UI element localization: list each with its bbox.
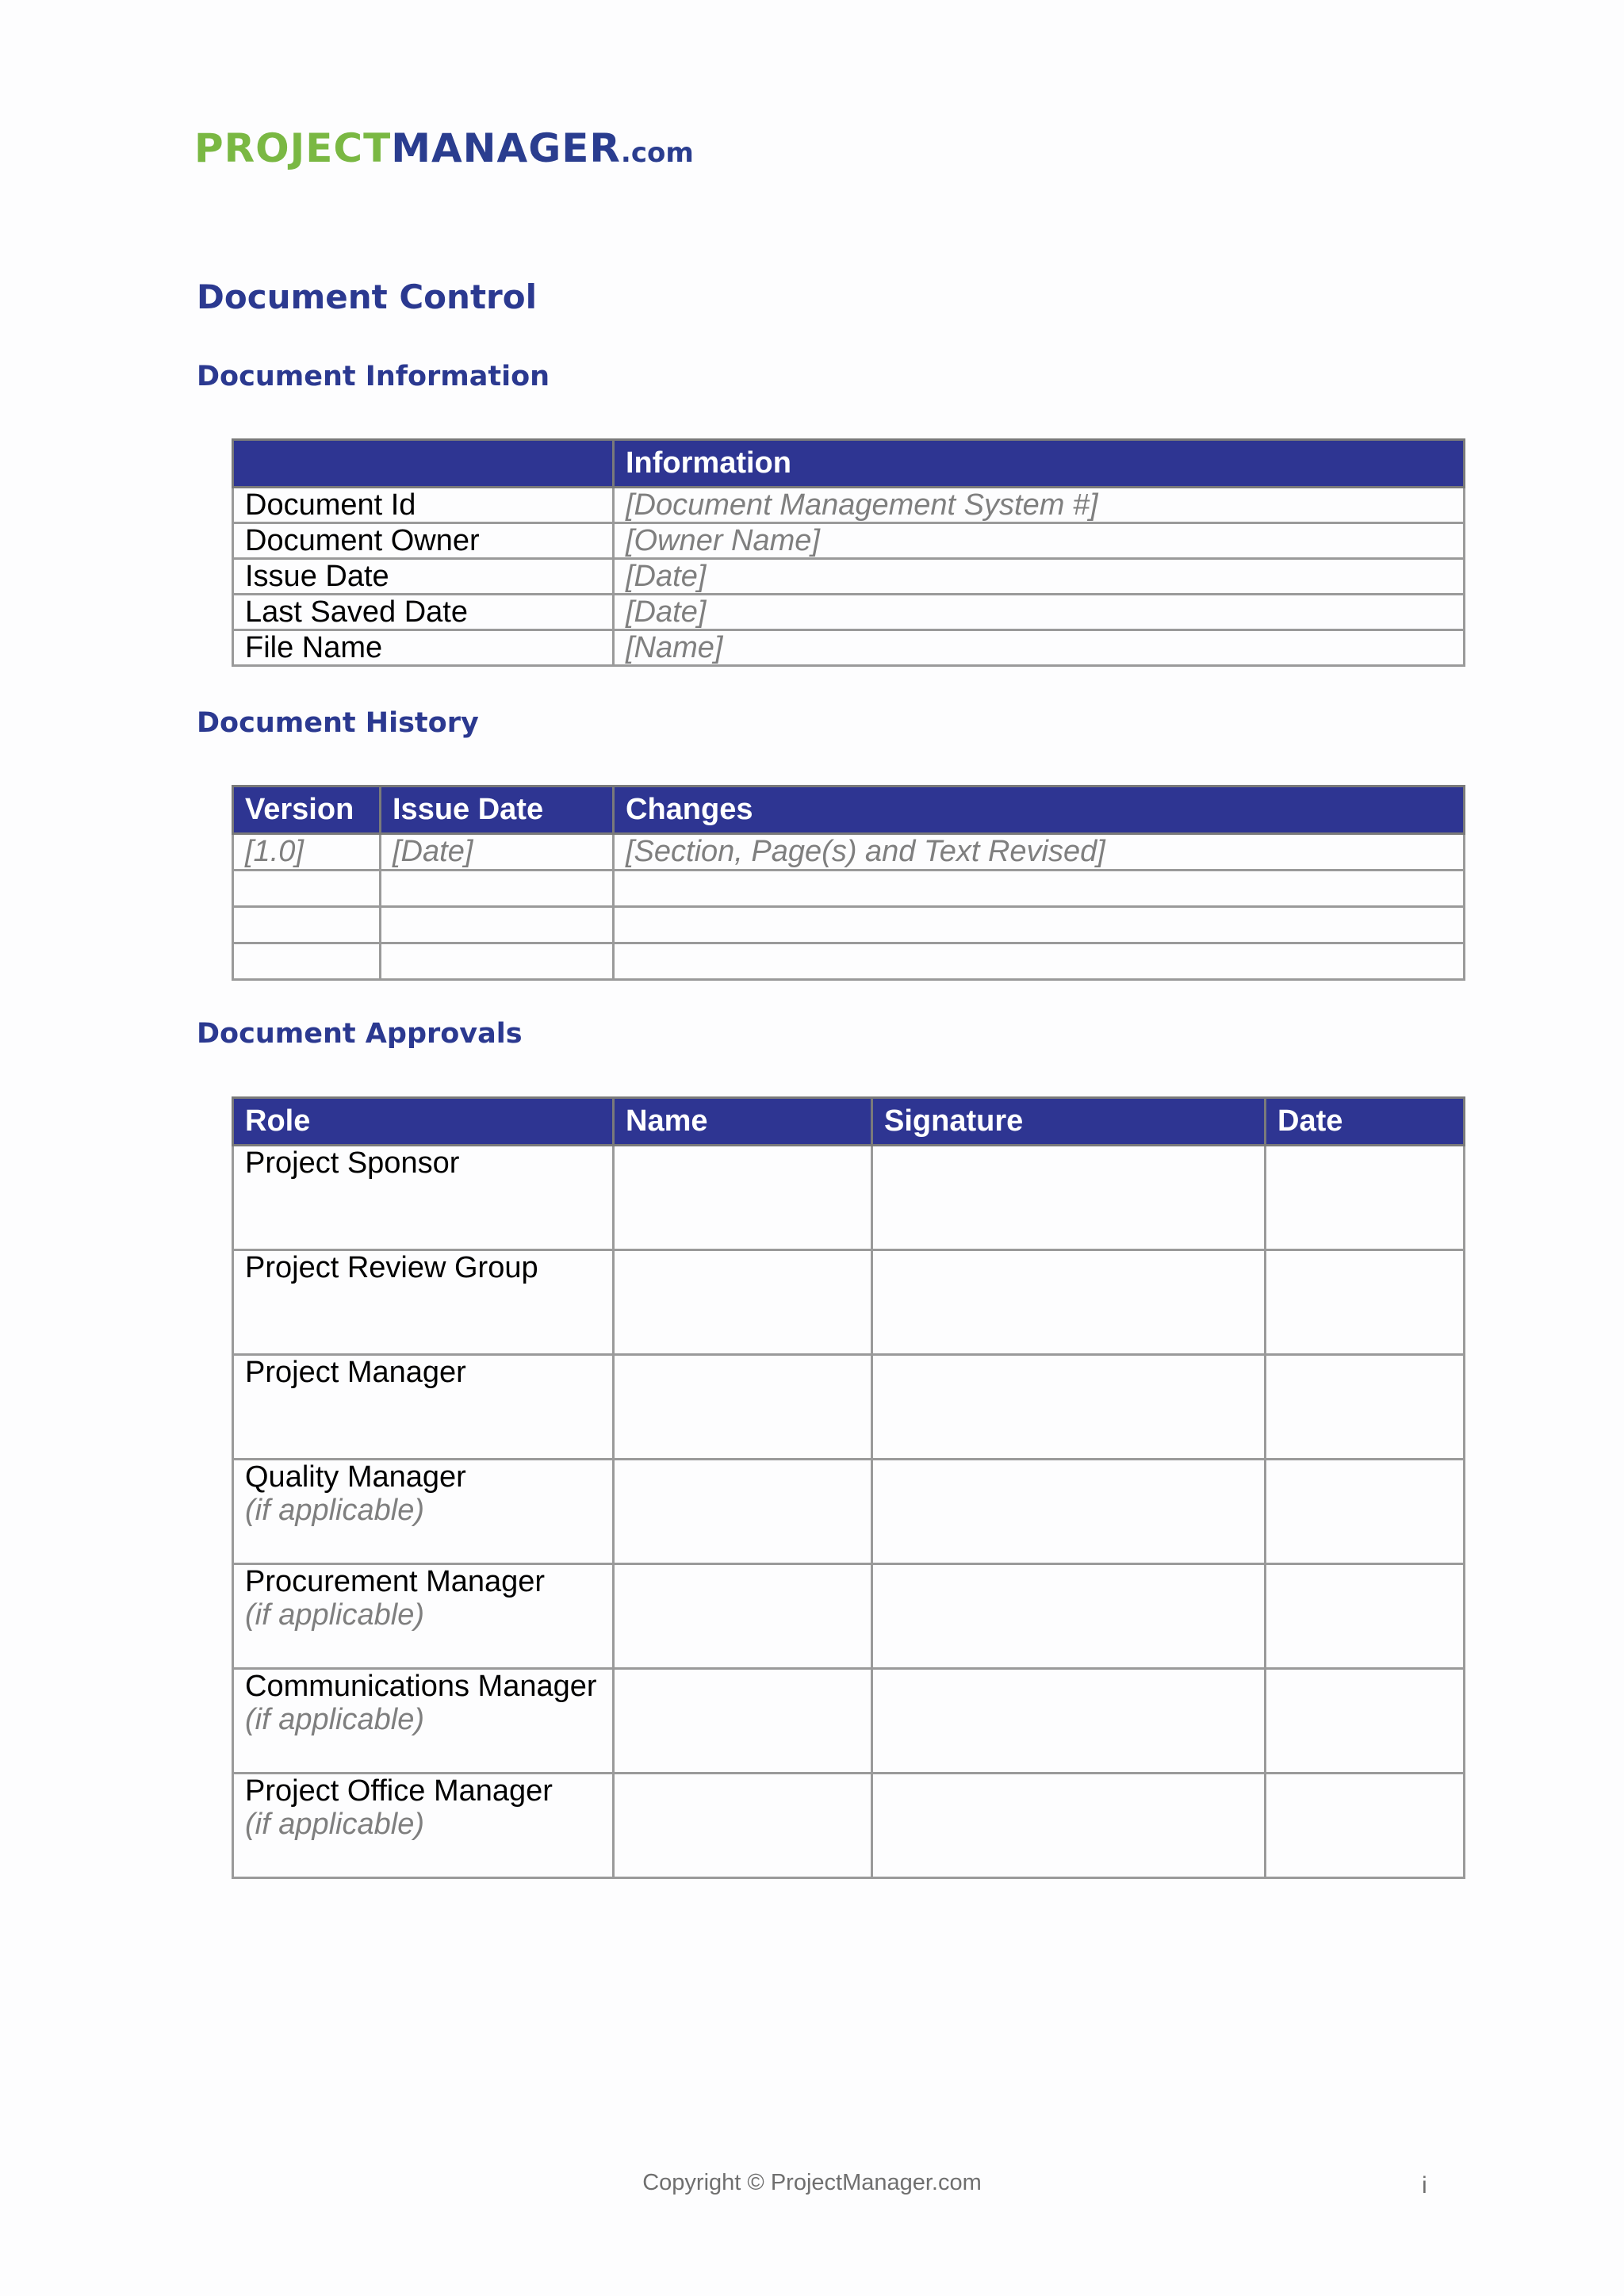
section-heading-information: Document Information [197, 361, 550, 392]
issue-date-cell[interactable] [381, 943, 614, 980]
role-label: Project Review Group [245, 1251, 538, 1284]
table-header-row [233, 440, 1465, 488]
table-header-cell: Name [614, 1098, 872, 1146]
table-header-cell: Date [1266, 1098, 1465, 1146]
table-header-cell [233, 440, 614, 488]
table-row [233, 834, 1465, 871]
role-label: Project Sponsor [245, 1146, 460, 1180]
name-cell[interactable] [614, 1146, 872, 1250]
changes-cell[interactable] [614, 907, 1465, 943]
role-label: Communications Manager [245, 1670, 597, 1703]
changes-cell[interactable]: [Section, Page(s) and Text Revised] [614, 834, 1465, 871]
version-cell[interactable] [233, 871, 381, 907]
field-value[interactable]: [Document Management System #] [614, 488, 1465, 523]
field-value[interactable]: [Name] [614, 630, 1465, 666]
changes-cell[interactable] [614, 871, 1465, 907]
date-cell[interactable] [1266, 1250, 1465, 1355]
issue-date-cell[interactable] [381, 907, 614, 943]
signature-cell[interactable] [872, 1774, 1266, 1878]
table-row [233, 1355, 1465, 1460]
role-cell [233, 1460, 614, 1564]
role-label: Quality Manager [245, 1460, 466, 1494]
section-heading-history: Document History [197, 707, 479, 739]
table-row [233, 1669, 1465, 1774]
role-note: (if applicable) [245, 1808, 424, 1841]
signature-cell[interactable] [872, 1146, 1266, 1250]
issue-date-cell[interactable] [381, 871, 614, 907]
section-heading-approvals: Document Approvals [197, 1018, 523, 1050]
field-label: Issue Date [233, 559, 614, 595]
role-cell [233, 1669, 614, 1774]
logo-part-manager: MANAGER [391, 125, 621, 171]
date-cell[interactable] [1266, 1355, 1465, 1460]
page-number: i [1422, 2172, 1427, 2198]
name-cell[interactable] [614, 1774, 872, 1878]
name-cell[interactable] [614, 1460, 872, 1564]
name-cell[interactable] [614, 1250, 872, 1355]
signature-cell[interactable] [872, 1669, 1266, 1774]
role-note: (if applicable) [245, 1598, 424, 1632]
field-label: Document Owner [233, 523, 614, 559]
logo-part-com: .com [620, 137, 694, 169]
table-row [233, 1774, 1465, 1878]
name-cell[interactable] [614, 1564, 872, 1669]
field-label: Last Saved Date [233, 595, 614, 630]
table-row [233, 1146, 1465, 1250]
table-row [233, 595, 1465, 630]
issue-date-cell[interactable]: [Date] [381, 834, 614, 871]
field-value[interactable]: [Owner Name] [614, 523, 1465, 559]
table-header-cell: Signature [872, 1098, 1266, 1146]
field-value[interactable]: [Date] [614, 559, 1465, 595]
document-information-table [232, 438, 1465, 667]
signature-cell[interactable] [872, 1250, 1266, 1355]
role-cell [233, 1564, 614, 1669]
table-row [233, 943, 1465, 980]
date-cell[interactable] [1266, 1460, 1465, 1564]
table-header-row [233, 786, 1465, 834]
field-label: Document Id [233, 488, 614, 523]
table-row [233, 488, 1465, 523]
signature-cell[interactable] [872, 1564, 1266, 1669]
name-cell[interactable] [614, 1355, 872, 1460]
date-cell[interactable] [1266, 1146, 1465, 1250]
table-header-cell: Issue Date [381, 786, 614, 834]
copyright-footer: Copyright © ProjectManager.com [642, 2170, 982, 2195]
document-approvals-table [232, 1096, 1465, 1879]
version-cell[interactable] [233, 943, 381, 980]
page-title: Document Control [197, 277, 537, 316]
date-cell[interactable] [1266, 1564, 1465, 1669]
table-row [233, 559, 1465, 595]
table-row [233, 871, 1465, 907]
role-note: (if applicable) [245, 1494, 424, 1527]
version-cell[interactable] [233, 907, 381, 943]
table-row [233, 1250, 1465, 1355]
table-header-cell: Version [233, 786, 381, 834]
role-label: Procurement Manager [245, 1565, 546, 1598]
date-cell[interactable] [1266, 1774, 1465, 1878]
name-cell[interactable] [614, 1669, 872, 1774]
role-label: Project Manager [245, 1356, 466, 1389]
role-cell [233, 1146, 614, 1250]
role-cell [233, 1250, 614, 1355]
table-header-row [233, 1098, 1465, 1146]
field-label: File Name [233, 630, 614, 666]
table-row [233, 1564, 1465, 1669]
signature-cell[interactable] [872, 1460, 1266, 1564]
table-row [233, 907, 1465, 943]
table-header-cell: Changes [614, 786, 1465, 834]
table-row [233, 523, 1465, 559]
version-cell[interactable]: [1.0] [233, 834, 381, 871]
signature-cell[interactable] [872, 1355, 1266, 1460]
role-label: Project Office Manager [245, 1774, 553, 1808]
table-row [233, 1460, 1465, 1564]
changes-cell[interactable] [614, 943, 1465, 980]
role-cell [233, 1774, 614, 1878]
table-header-cell: Role [233, 1098, 614, 1146]
document-history-table [232, 785, 1465, 981]
field-value[interactable]: [Date] [614, 595, 1465, 630]
projectmanager-logo [194, 125, 694, 171]
role-cell [233, 1355, 614, 1460]
role-note: (if applicable) [245, 1703, 424, 1736]
table-header-cell: Information [614, 440, 1465, 488]
logo-part-project: PROJECT [194, 125, 392, 171]
table-row [233, 630, 1465, 666]
date-cell[interactable] [1266, 1669, 1465, 1774]
